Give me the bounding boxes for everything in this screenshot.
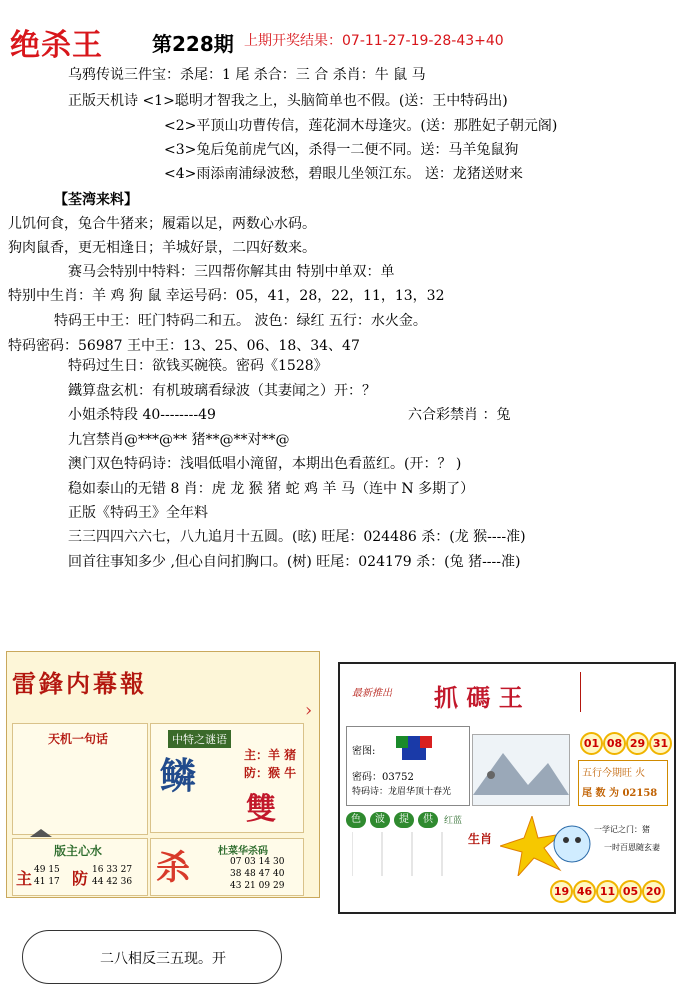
heart-heading: 版主心水 [54,844,103,858]
section-heading: 【荃湾来料】 [54,192,138,208]
text-line: 六合彩禁肖 ：兔 [408,407,511,423]
cloud-text: 二八相反三五现。开 [100,951,226,967]
puzzle-heading: 中特之谜语 [168,730,231,748]
text-line: 特码密码：56987 王中王：13、25、06、18、34、47 [8,338,360,354]
text-line: <2>平顶山功曹传信，莲花洞木母逢灾。(送：那胜妃子朝元阁) [164,118,558,134]
text-line: 儿饥何食，兔合牛猪来；履霜以足，两数心水码。 [8,216,316,232]
text-line: 狗肉鼠香，更无相逢日；羊城好景，二四好数来。 [8,240,316,256]
color-blocks-icon [396,736,432,760]
text-line: 回首往事知多少 ,但心自问扪胸口。(树) 旺尾：024179 杀：(兔 猪----准) [68,554,521,570]
landscape-image [472,734,570,806]
riddle-heading: 天机一句话 [48,732,109,746]
kill-numbers: 07 03 14 30 38 48 47 40 43 21 09 29 [230,857,285,891]
main-zodiac: 主：羊 猪 [244,748,297,762]
issue-number: 第228期 [152,32,234,56]
title-divider [580,672,581,712]
number-ball: 08 [603,732,626,755]
number-ball: 20 [642,880,665,903]
code-value: 密码：03752 [352,772,414,783]
chip-label: 提 [394,812,414,828]
main-numbers: 49 15 41 17 [34,865,60,887]
number-ball: 29 [626,732,649,755]
page-title: 绝杀王 [10,28,103,63]
text-line: <3>兔后兔前虎气凶，杀得一二便不同。送：马羊兔鼠狗 [164,142,519,158]
big-character: 鳞 [160,755,197,797]
poem-line: 特码诗：龙眉华顶十春光 [352,787,452,797]
number-ball: 31 [649,732,672,755]
text-line: 特码过生日：欲钱买碗筷。密码《1528》 [68,358,328,374]
poster-title: 雷鋒内幕報 [12,669,147,698]
note-line-2: 一时百恩随玄妻 [604,843,660,852]
text-line: 澳门双色特码诗：浅唱低唱小滝留，本期出色看蓝红。(开：？ ) [68,456,462,472]
cartoon-animal-icon [548,818,596,868]
text-line: 鐵算盘玄机：有机玻璃看绿波（其妻闻之）开：？ [68,383,376,399]
text-line: 赛马会特别中特料：三四帮你解其由 特别中单双：单 [68,264,395,280]
text-line: 乌鸦传说三件宝：杀尾：1 尾 杀合：三 合 杀肖：牛 鼠 马 [68,67,426,83]
code-label: 密图: [352,746,376,757]
text-line: 正版天机诗 <1>聪明才智我之上，头脑简单也不假。(送：王中特码出) [68,93,508,109]
double-character: 雙 [246,792,276,827]
text-line: 小姐杀特段 40--------49 [68,407,216,423]
poster-right-title: 抓 碼 王 [434,683,523,712]
chip-label: 色 [346,812,366,828]
number-ball: 05 [619,880,642,903]
wuxing-text: 五行今期旺 火 [582,768,646,779]
kill-heading: 杜菜华杀码 [218,846,268,857]
chevron-right-icon[interactable]: › [305,700,313,721]
number-ball: 46 [573,880,596,903]
text-line: <4>雨添南浦绿波愁，碧眼儿坐领江东。 送：龙猪送财来 [164,166,523,182]
defend-zodiac: 防：猴 牛 [244,766,297,780]
chip-label: 供 [418,812,438,828]
text-line: 特别中生肖：羊 鸡 狗 鼠 幸运号码：05，41，28，22，11，13，32 [8,288,445,304]
main-label: 主 [16,869,33,888]
chip-tag: 红蓝 [444,816,463,826]
tail-text: 尾 数 为 02158 [582,788,658,799]
number-ball: 01 [580,732,603,755]
text-line: 特码王中王：旺门特码二和五。 波色：绿红 五行：水火金。 [54,313,427,329]
speaker-icon [30,822,130,830]
kill-character: 杀 [156,848,190,888]
previous-result: 上期开奖结果：07-11-27-19-28-43+40 [244,33,504,49]
chip-label: 波 [370,812,390,828]
text-line: 九宫禁肖@***@** 猪**@**对**@ [68,432,290,448]
text-line: 正版《特码王》全年料 [68,505,208,521]
note-line: 一学记之门：猪 [594,825,650,834]
badge-new: 最新推出 [352,688,392,699]
number-ball: 19 [550,880,573,903]
defend-numbers: 16 33 27 44 42 36 [92,865,133,887]
number-ball: 11 [596,880,619,903]
text-line: 稳如泰山的无错 8 肖：虎 龙 猴 猪 蛇 鸡 羊 马（连中 N 多期了） [68,481,475,497]
vertical-verses [352,832,462,876]
defend-label: 防 [72,869,89,888]
text-line: 三三四四六六七，八九追月十五圆。(昡) 旺尾：024486 杀：(龙 猴----准) [68,529,526,545]
shengxiao-label: 生肖 [468,832,493,846]
